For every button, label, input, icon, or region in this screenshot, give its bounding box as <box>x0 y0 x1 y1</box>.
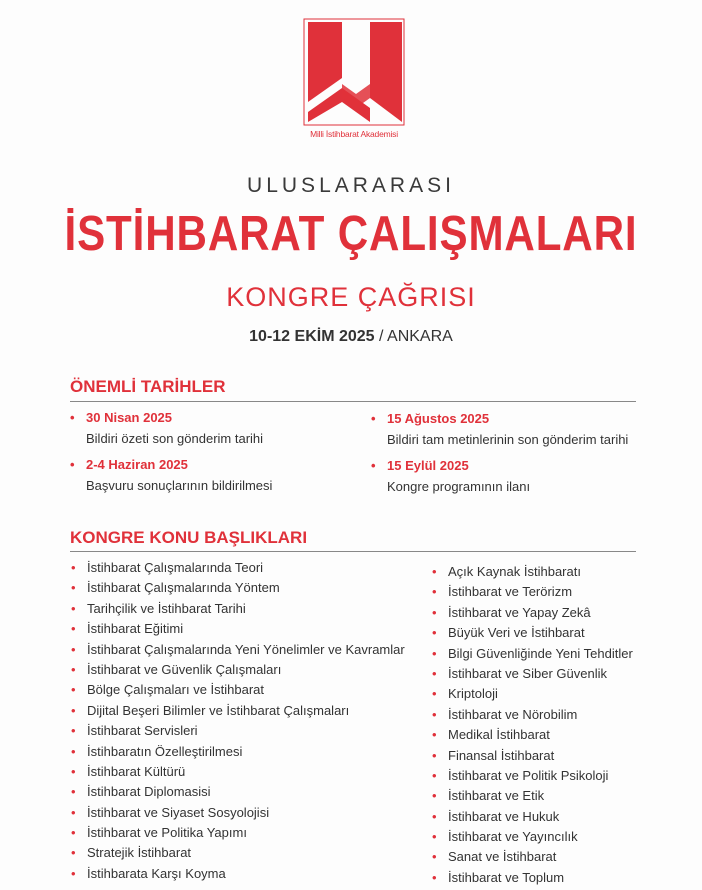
topics-list-left <box>71 558 405 884</box>
list-item: • Bölge Çalışmaları ve İstihbarat <box>71 680 405 700</box>
event-city: ANKARA <box>387 328 453 345</box>
list-item: • İstihbarat ve Etik <box>432 786 633 806</box>
list-item: • İstihbarat ve Siber Güvenlik <box>432 664 633 684</box>
date-value: • 30 Nisan 2025 <box>70 407 263 428</box>
list-item: • İstihbarat ve Toplum <box>432 868 633 888</box>
title-subtitle: KONGRE ÇAĞRISI <box>226 282 476 312</box>
list-item: • İstihbarat Eğitimi <box>71 619 405 639</box>
list-item: • İstihbarat ve Yapay Zekâ <box>432 603 633 623</box>
list-item: • Tarihçilik ve İstihbarat Tarihi <box>71 599 405 619</box>
section-divider <box>70 401 636 402</box>
list-item: • İstihbarat Çalışmalarında Yöntem <box>71 578 405 598</box>
date-value: • 15 Eylül 2025 <box>371 455 530 476</box>
list-item: • İstihbarat ve Nörobilim <box>432 705 633 725</box>
topics-heading: KONGRE KONU BAŞLIKLARI <box>70 528 308 547</box>
page-title: İSTİHBARAT ÇALIŞMALARI <box>64 207 638 261</box>
list-item: • İstihbaratın Özelleştirilmesi <box>71 742 405 762</box>
list-item: • İstihbarata Karşı Koyma <box>71 864 405 884</box>
date-item <box>371 408 628 450</box>
date-item <box>70 407 263 449</box>
section-divider <box>70 551 636 552</box>
date-value: • 15 Ağustos 2025 <box>371 408 628 429</box>
list-item: • Dijital Beşeri Bilimler ve İstihbarat Çalışmaları <box>71 701 405 721</box>
date-description: Bildiri tam metinlerinin son gönderim tarihi <box>387 432 629 447</box>
list-item: • Finansal İstihbarat <box>432 746 633 766</box>
list-item: • İstihbarat Servisleri <box>71 721 405 741</box>
list-item: • Medikal İstihbarat <box>432 725 633 745</box>
list-item: • İstihbarat Kültürü <box>71 762 405 782</box>
event-date: 10-12 EKİM 2025 <box>249 328 375 345</box>
event-date-line <box>0 328 702 346</box>
list-item: • Stratejik İstihbarat <box>71 843 405 863</box>
list-item: • İstihbarat Diplomasisi <box>71 782 405 802</box>
list-item: • Sanat ve İstihbarat <box>432 847 633 867</box>
list-item: • Bilgi Güvenliğinde Yeni Tehditler <box>432 644 633 664</box>
list-item: • Kriptoloji <box>432 684 633 704</box>
list-item: • İstihbarat ve Güvenlik Çalışmaları <box>71 660 405 680</box>
date-separator: / <box>379 328 384 345</box>
logo-caption: Milli İstihbarat Akademisi <box>310 129 398 139</box>
date-description: Bildiri özeti son gönderim tarihi <box>86 431 264 446</box>
list-item: • İstihbarat ve Politika Yapımı <box>71 823 405 843</box>
list-item: • İstihbarat ve Hukuk <box>432 807 633 827</box>
title-top: ULUSLARARASI <box>247 174 455 197</box>
list-item: • İstihbarat ve Politik Psikoloji <box>432 766 633 786</box>
list-item: • İstihbarat Çalışmalarında Yeni Yönelimler ve Kavramlar <box>71 640 405 660</box>
list-item: • Açık Kaynak İstihbaratı <box>432 562 633 582</box>
date-item <box>70 454 272 496</box>
date-description: Başvuru sonuçlarının bildirilmesi <box>86 478 273 493</box>
date-description: Kongre programının ilanı <box>387 479 531 494</box>
important-dates-heading: ÖNEMLİ TARİHLER <box>70 377 226 396</box>
list-item: • Büyük Veri ve İstihbarat <box>432 623 633 643</box>
topics-list-right <box>432 562 633 888</box>
list-item: • İstihbarat ve Terörizm <box>432 582 633 602</box>
academy-logo-mark <box>298 18 410 128</box>
list-item: • İstihbarat Çalışmalarında Teori <box>71 558 405 578</box>
date-value: • 2-4 Haziran 2025 <box>70 454 272 475</box>
date-item <box>371 455 530 497</box>
list-item: • İstihbarat ve Siyaset Sosyolojisi <box>71 803 405 823</box>
list-item: • İstihbarat ve Yayıncılık <box>432 827 633 847</box>
academy-logo <box>298 18 410 146</box>
